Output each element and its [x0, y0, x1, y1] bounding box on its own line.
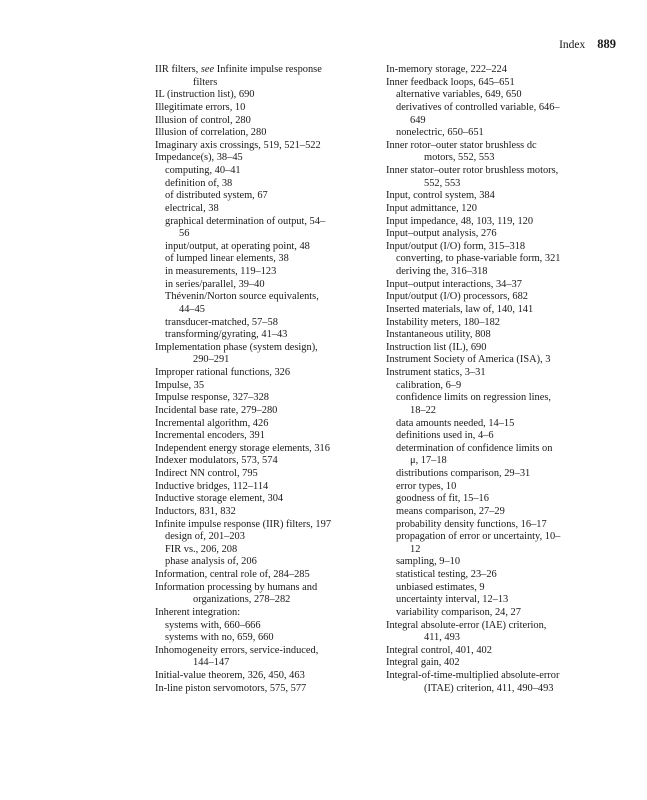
index-entry: alternative variables, 649, 650: [396, 89, 522, 101]
page-number: 889: [597, 37, 616, 51]
index-entry: Instrument statics, 3–31: [386, 367, 486, 378]
index-entry: Input–output interactions, 34–37: [386, 278, 522, 290]
index-entry: In-memory storage, 222–224: [386, 64, 507, 75]
index-entry: derivatives of controlled variable, 646–: [396, 101, 560, 113]
index-entry: transducer-matched, 57–58: [165, 316, 278, 328]
index-entry: Inductors, 831, 832: [155, 505, 236, 517]
index-entry: Information processing by humans and: [155, 581, 318, 593]
index-entry: Integral-of-time-multiplied absolute-error: [386, 670, 560, 681]
index-entry: Impulse, 35: [155, 379, 205, 391]
index-entry: Inherent integration:: [155, 606, 241, 618]
index-entry: 56: [179, 228, 190, 240]
index-entry: goodness of fit, 15–16: [396, 493, 489, 505]
index-entry: 44–45: [179, 303, 205, 315]
index-entry: in measurements, 119–123: [165, 266, 277, 277]
index-entry: sampling, 9–10: [396, 556, 461, 568]
index-entry: Input/output (I/O) form, 315–318: [386, 240, 526, 252]
index-entry: nonelectric, 650–651: [396, 127, 484, 139]
index-entry: Instability meters, 180–182: [386, 316, 500, 328]
index-entry: in series/parallel, 39–40: [165, 278, 265, 290]
index-entry: IIR filters, see Infinite impulse response: [155, 64, 322, 75]
index-entry: distributions comparison, 29–31: [396, 468, 531, 479]
index-entry: Incremental algorithm, 426: [155, 417, 269, 429]
index-entry: systems with, 660–666: [165, 619, 261, 631]
section-title: Index: [559, 39, 586, 51]
index-entry: Indexer modulators, 573, 574: [155, 455, 278, 467]
index-entry: Illegitimate errors, 10: [155, 101, 246, 113]
index-entry: design of, 201–203: [165, 531, 245, 543]
index-entry: Integral control, 401, 402: [386, 644, 492, 656]
index-entry: Input/output (I/O) processors, 682: [386, 291, 528, 303]
index-entry: variability comparison, 24, 27: [396, 606, 521, 618]
index-entry: computing, 40–41: [165, 165, 241, 176]
index-entry: Input, control system, 384: [386, 190, 495, 202]
page-header: [559, 37, 616, 52]
index-entry: Initial-value theorem, 326, 450, 463: [155, 670, 305, 681]
index-entry: Inner stator–outer rotor brushless motors,: [386, 165, 559, 176]
index-entry: calibration, 6–9: [396, 379, 462, 391]
index-entry: Incremental encoders, 391: [155, 430, 265, 442]
index-entry: statistical testing, 23–26: [396, 569, 497, 580]
index-entry: Integral absolute-error (IAE) criterion,: [386, 619, 547, 631]
index-entry: deriving the, 316–318: [396, 266, 488, 277]
index-entry: Impedance(s), 38–45: [155, 152, 243, 164]
index-entry: Inner feedback loops, 645–651: [386, 76, 515, 88]
index-entry: organizations, 278–282: [193, 594, 291, 606]
index-entry: determination of confidence limits on: [396, 442, 553, 454]
index-entry: In-line piston servomotors, 575, 577: [155, 682, 307, 694]
index-entry: 290–291: [193, 354, 230, 366]
index-entry: probability density functions, 16–17: [396, 518, 547, 530]
index-entry: FIR vs., 206, 208: [165, 543, 238, 555]
index-entry: filters: [193, 76, 218, 88]
index-entry: error types, 10: [396, 480, 457, 492]
index-entry: propagation of error or uncertainty, 10–: [396, 531, 561, 543]
index-entry: 144–147: [193, 657, 230, 669]
index-entry: Inhomogeneity errors, service-induced,: [155, 644, 319, 656]
index-entry: unbiased estimates, 9: [396, 581, 485, 593]
index-entry: Inductive bridges, 112–114: [155, 480, 269, 492]
index-entry: graphical determination of output, 54–: [165, 215, 326, 227]
index-entry: Inner rotor–outer stator brushless dc: [386, 139, 537, 151]
index-entry: transforming/gyrating, 41–43: [165, 329, 288, 341]
index-entry: confidence limits on regression lines,: [396, 392, 551, 404]
index-entry: definition of, 38: [165, 177, 233, 189]
index-entry: Infinite impulse response (IIR) filters, 197: [155, 518, 332, 530]
index-entry: IL (instruction list), 690: [155, 89, 255, 101]
index-entry: Incidental base rate, 279–280: [155, 404, 278, 416]
index-entry: Illusion of control, 280: [155, 114, 251, 126]
index-entry: Independent energy storage elements, 316: [155, 442, 330, 454]
index-entry: μ, 17–18: [410, 455, 447, 467]
index-column-right: [386, 64, 596, 695]
index-entry: of lumped linear elements, 38: [165, 253, 289, 265]
index-entry: Input admittance, 120: [386, 202, 477, 214]
index-entry: Improper rational functions, 326: [155, 367, 291, 378]
index-entry: (ITAE) criterion, 411, 490–493: [424, 682, 554, 694]
index-entry: 12: [410, 543, 421, 555]
index-entry: 552, 553: [424, 177, 461, 189]
index-entry: Implementation phase (system design),: [155, 341, 318, 353]
index-entry: means comparison, 27–29: [396, 505, 505, 517]
index-entry: Input–output analysis, 276: [386, 228, 497, 240]
index-entry: Inserted materials, law of, 140, 141: [386, 303, 534, 315]
index-entry: Thévenin/Norton source equivalents,: [165, 291, 319, 303]
index-entry: Indirect NN control, 795: [155, 468, 258, 479]
index-entry: Instrument Society of America (ISA), 3: [386, 354, 551, 366]
index-entry: electrical, 38: [165, 202, 219, 214]
index-entry: motors, 552, 553: [424, 152, 495, 164]
index-entry: systems with no, 659, 660: [165, 632, 274, 644]
index-entry: Instantaneous utility, 808: [386, 329, 491, 341]
index-entry: definitions used in, 4–6: [396, 430, 494, 442]
index-entry: data amounts needed, 14–15: [396, 417, 515, 429]
index-entry: Instruction list (IL), 690: [386, 341, 487, 353]
index-entry: converting, to phase-variable form, 321: [396, 253, 561, 265]
index-entry: Imaginary axis crossings, 519, 521–522: [155, 139, 321, 151]
index-column-left: [155, 64, 370, 695]
index-entry: of distributed system, 67: [165, 190, 268, 202]
index-entry: phase analysis of, 206: [165, 556, 257, 568]
index-entry: Integral gain, 402: [386, 657, 460, 669]
index-entry: Impulse response, 327–328: [155, 392, 269, 404]
index-entry: uncertainty interval, 12–13: [396, 594, 509, 606]
index-entry: 18–22: [410, 404, 436, 416]
index-entry: Illusion of correlation, 280: [155, 127, 267, 139]
index-entry: input/output, at operating point, 48: [165, 240, 310, 252]
index-entry: 411, 493: [424, 632, 460, 644]
index-entry: Input impedance, 48, 103, 119, 120: [386, 215, 534, 227]
index-entry: Information, central role of, 284–285: [155, 569, 310, 580]
index-entry: Inductive storage element, 304: [155, 493, 284, 505]
index-entry: 649: [410, 114, 426, 126]
